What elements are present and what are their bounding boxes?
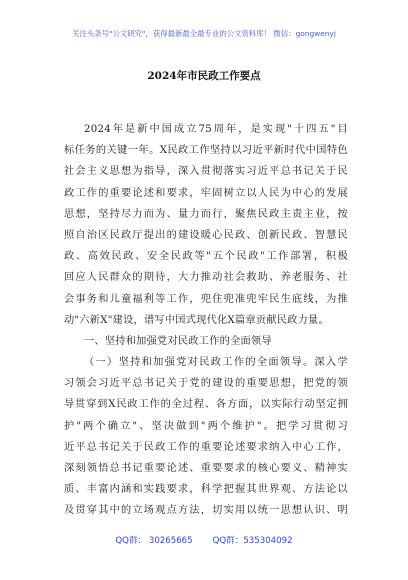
body-line: 政、高效民政、安全民政等"五个民政"工作部署，积极 [64,251,348,263]
section-heading: 一、坚持和加强党对民政工作的全面领导 [84,335,272,347]
body-line: 质、丰富内涵和实践要求，科学把握其世界观、方法论以 [64,484,348,496]
body-line: 2024年是新中国成立75周年，是实现"十四五"目 [84,124,348,135]
qq-group-2: QQ群：535304092 [212,536,293,546]
body-line: 会事务和儿童福利等工作，兜住兜准兜牢民生底线，为推 [64,293,348,305]
body-line: 照自治区民政厅提出的建设暖心民政、创新民政、智慧民 [64,229,348,241]
body-line: 近平总书记关于民政工作的重要论述要求纳入中心工作， [64,441,348,453]
qq-group-1: QQ群： 30265665 [115,536,193,546]
body-line: 思想，坚持尽力而为、量力而行，聚焦民政主责主业，按 [64,208,348,220]
footer-contact [0,534,408,546]
body-line: 深刻领悟总书记重要论述、重要要求的核心要义、精神实 [64,463,348,474]
body-line: 护"两个确立"、坚决做到"两个维护"。把学习贯彻习 [64,420,348,432]
body-line: 政工作的重要论述和要求，牢固树立以人民为中心的发展 [64,187,348,199]
document-title: 2024年市民政工作要点 [147,70,261,82]
body-line: 导贯穿到X民政工作的全过程、各方面，以实际行动坚定拥 [64,399,348,411]
body-line: 动"六新X"建设，谱写中国式现代化X篇章贡献民政力量。 [64,314,329,326]
body-line: （一）坚持和加强党对民政工作的全面领导。深入学 [84,357,348,369]
document-body [64,119,348,522]
body-line: 习领会习近平总书记关于党的建设的重要思想，把党的领 [64,378,348,390]
body-line: 及贯穿其中的立场观点方法，切实用以统一思想认识、明 [64,505,348,517]
body-line: 回应人民群众的期待，大力推动社会救助、养老服务、社 [64,272,348,284]
body-line: 标任务的关键一年。X民政工作坚持以习近平新时代中国特色 [64,145,348,157]
header-notice: 关注头条号"公文研究"，获得最新最全最专业的公文资料库！ 微信：gongwenyj [72,29,336,38]
body-line: 社会主义思想为指导，深入贯彻落实习近平总书记关于民 [64,166,348,178]
